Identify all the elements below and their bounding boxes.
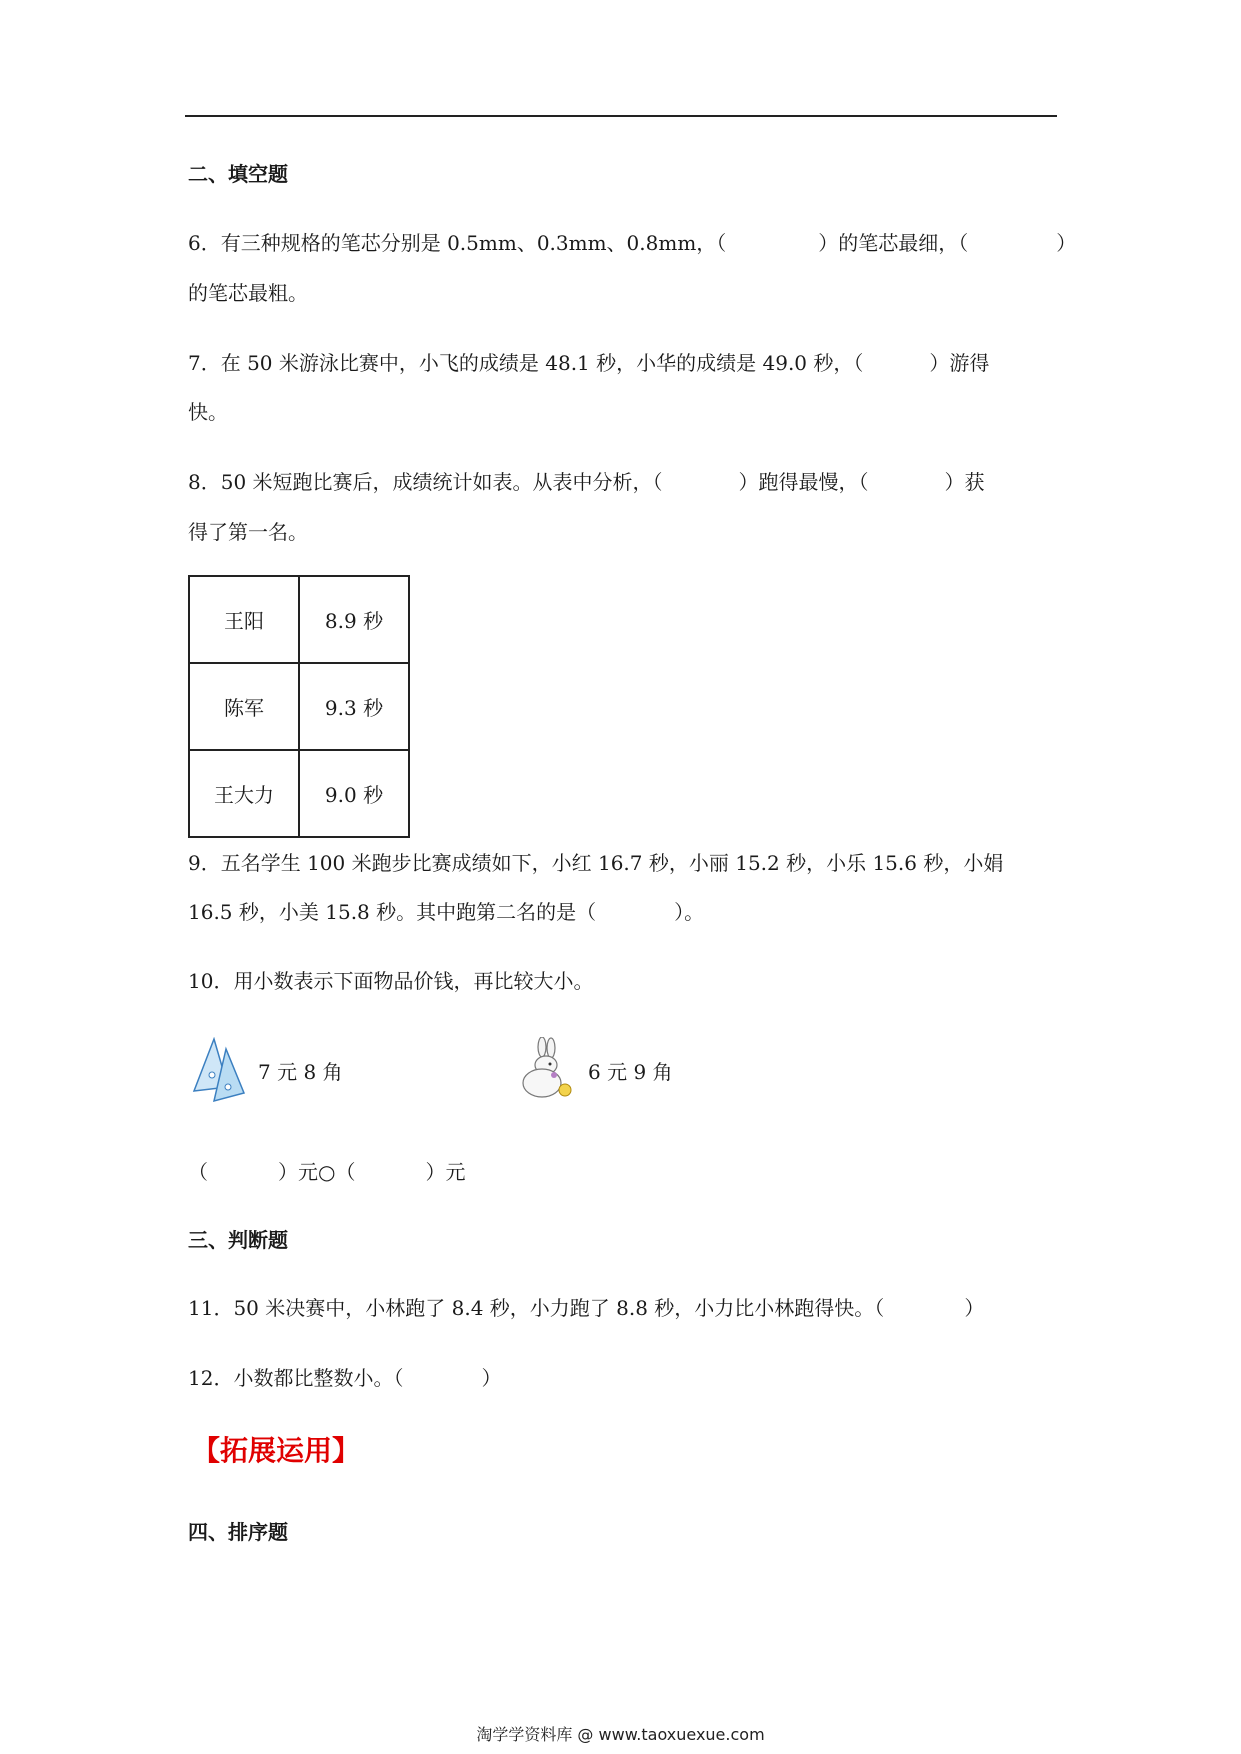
question-9-line-2: 16.5 秒，小美 15.8 秒。其中跑第二名的是（ ）。 — [188, 900, 705, 924]
question-6-line-1: 6．有三种规格的笔芯分别是 0.5mm、0.3mm、0.8mm，（ ）的笔芯最细，（ ） — [188, 231, 1077, 255]
table-cell-name: 王阳 — [189, 576, 299, 663]
item-rabbit-toy — [518, 1035, 673, 1105]
item-2-price: 6 元 9 角 — [588, 1059, 673, 1084]
question-8-line-2: 得了第一名。 — [188, 520, 308, 544]
question-7-line-1: 7．在 50 米游泳比赛中，小飞的成绩是 48.1 秒，小华的成绩是 49.0 秒，（ ）游得 — [188, 351, 990, 375]
header-rule — [185, 115, 1057, 117]
table-cell-time: 9.0 秒 — [299, 750, 409, 837]
table-cell-time: 9.3 秒 — [299, 663, 409, 750]
question-7-line-2: 快。 — [188, 400, 228, 424]
section-title-judgement: 三、判断题 — [188, 1228, 288, 1252]
extension-title: 【拓展运用】 — [192, 1434, 361, 1467]
table-row — [189, 750, 409, 837]
question-12: 12．小数都比整数小。（ ） — [188, 1366, 502, 1390]
table-cell-name: 陈军 — [189, 663, 299, 750]
score-table — [188, 575, 410, 838]
question-8-line-1: 8．50 米短跑比赛后，成绩统计如表。从表中分析，（ ）跑得最慢，（ ）获 — [188, 470, 985, 494]
table-row — [189, 663, 409, 750]
question-10-answer: （ ）元○（ ）元 — [188, 1160, 466, 1184]
question-10-line-1: 10．用小数表示下面物品价钱，再比较大小。 — [188, 969, 594, 993]
section-title-fill-blank: 二、填空题 — [188, 162, 288, 186]
item-1-price: 7 元 8 角 — [258, 1059, 343, 1084]
rabbit-icon — [518, 1037, 578, 1103]
table-row — [189, 576, 409, 663]
question-6-line-2: 的笔芯最粗。 — [188, 281, 308, 305]
footer-watermark: 淘学学资料库 @ www.taoxuexue.com — [476, 1725, 765, 1744]
item-triangle-ruler — [190, 1035, 343, 1105]
triangle-ruler-icon — [190, 1037, 248, 1103]
question-9-line-1: 9．五名学生 100 米跑步比赛成绩如下，小红 16.7 秒，小丽 15.2 秒，小乐 15.6 秒，小娟 — [188, 851, 1004, 875]
section-title-ordering: 四、排序题 — [188, 1520, 288, 1544]
question-11: 11．50 米决赛中，小林跑了 8.4 秒，小力跑了 8.8 秒，小力比小林跑得快。（ ） — [188, 1296, 985, 1320]
table-cell-name: 王大力 — [189, 750, 299, 837]
table-cell-time: 8.9 秒 — [299, 576, 409, 663]
